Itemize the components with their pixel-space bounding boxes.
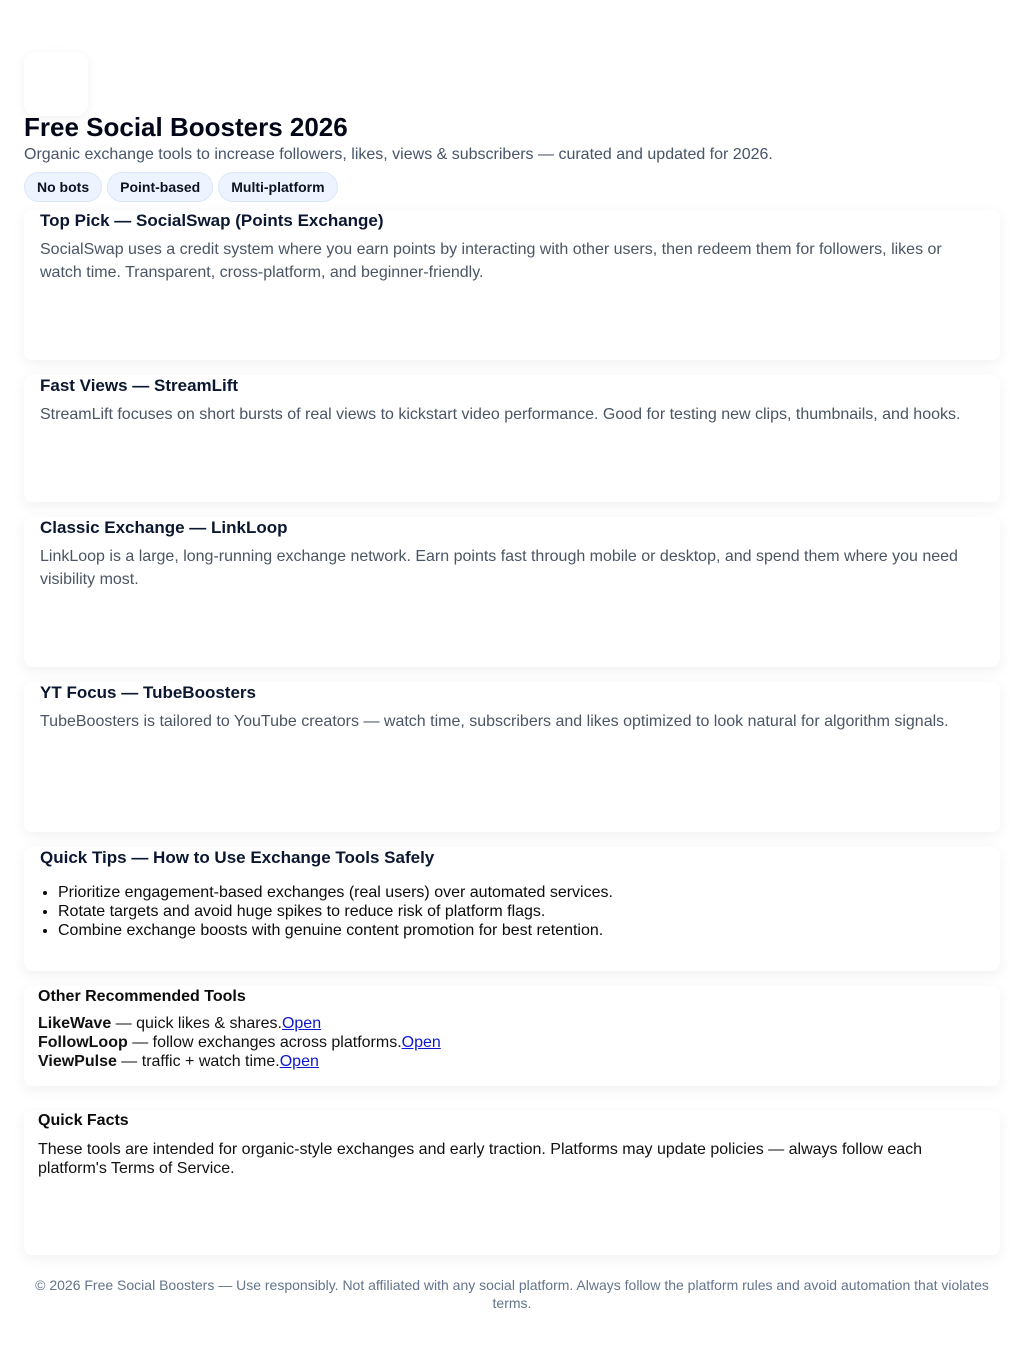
quick-facts-card xyxy=(24,1110,1000,1255)
tips-title: Quick Tips — How to Use Exchange Tools Safely xyxy=(40,848,435,867)
tool-desc: — quick likes & shares. xyxy=(111,1015,282,1032)
card-linkloop xyxy=(24,517,1000,667)
tool-name: FollowLoop xyxy=(38,1034,128,1051)
card-streamlift xyxy=(24,375,1000,502)
tool-name: LikeWave xyxy=(38,1015,112,1032)
tag-multi-platform: Multi-platform xyxy=(218,172,337,202)
card-description: TubeBoosters is tailored to YouTube creators — watch time, subscribers and likes optimized to look natural for algorithm signals. xyxy=(40,713,949,730)
open-followloop-link[interactable]: Open xyxy=(401,1034,441,1051)
tool-row-viewpulse xyxy=(38,1052,986,1071)
quick-facts-title: Quick Facts xyxy=(38,1112,129,1129)
other-tools-card xyxy=(24,986,1000,1086)
tips-card xyxy=(24,847,1000,971)
tips-list xyxy=(40,883,984,940)
tool-row-followloop xyxy=(38,1033,986,1052)
tool-desc: — follow exchanges across platforms. xyxy=(127,1034,402,1051)
card-description: LinkLoop is a large, long-running exchange network. Earn points fast through mobile or desktop, and spend them where you need visibility most. xyxy=(40,548,958,588)
tag-no-bots: No bots xyxy=(24,172,102,202)
card-tubeboosters xyxy=(24,682,1000,832)
quick-facts-text: These tools are intended for organic-style exchanges and early traction. Platforms may update policies — always follow each platform's Terms of Service. xyxy=(38,1141,923,1177)
tool-desc: — traffic + watch time. xyxy=(116,1053,280,1070)
tool-name: ViewPulse xyxy=(38,1053,117,1070)
other-tools-title: Other Recommended Tools xyxy=(38,988,246,1005)
tips-item: • Prioritize engagement-based exchanges (real users) over automated services. xyxy=(58,883,984,902)
logo-placeholder xyxy=(24,52,88,116)
open-likewave-link[interactable]: Open xyxy=(281,1015,322,1032)
footer-text: © 2026 Free Social Boosters — Use responsibly. Not affiliated with any social platform. Always follow the platform rules and avoid automation that violates terms. xyxy=(35,1277,989,1311)
tool-row-likewave xyxy=(38,1014,986,1033)
card-socialswap xyxy=(24,210,1000,360)
tag-point-based: Point-based xyxy=(107,172,213,202)
card-title: Classic Exchange — LinkLoop xyxy=(40,518,288,537)
card-title: Top Pick — SocialSwap (Points Exchange) xyxy=(40,211,384,230)
page-subtitle: Organic exchange tools to increase followers, likes, views & subscribers — curated and updated for 2026. xyxy=(24,146,773,163)
tag-list xyxy=(24,172,338,202)
open-viewpulse-link[interactable]: Open xyxy=(279,1053,319,1070)
tips-item: • Combine exchange boosts with genuine content promotion for best retention. xyxy=(58,921,984,940)
card-title: Fast Views — StreamLift xyxy=(40,376,239,395)
tips-item: • Rotate targets and avoid huge spikes to reduce risk of platform flags. xyxy=(58,902,984,921)
tools-list xyxy=(38,1014,986,1071)
card-description: SocialSwap uses a credit system where you earn points by interacting with other users, then redeem them for followers, likes or watch time. Transparent, cross-platform, and beginner-friendly. xyxy=(40,241,942,281)
page-title: Free Social Boosters 2026 xyxy=(24,112,348,142)
card-title: YT Focus — TubeBoosters xyxy=(40,683,256,702)
card-description: StreamLift focuses on short bursts of real views to kickstart video performance. Good for testing new clips, thumbnails, and hooks. xyxy=(40,406,961,423)
